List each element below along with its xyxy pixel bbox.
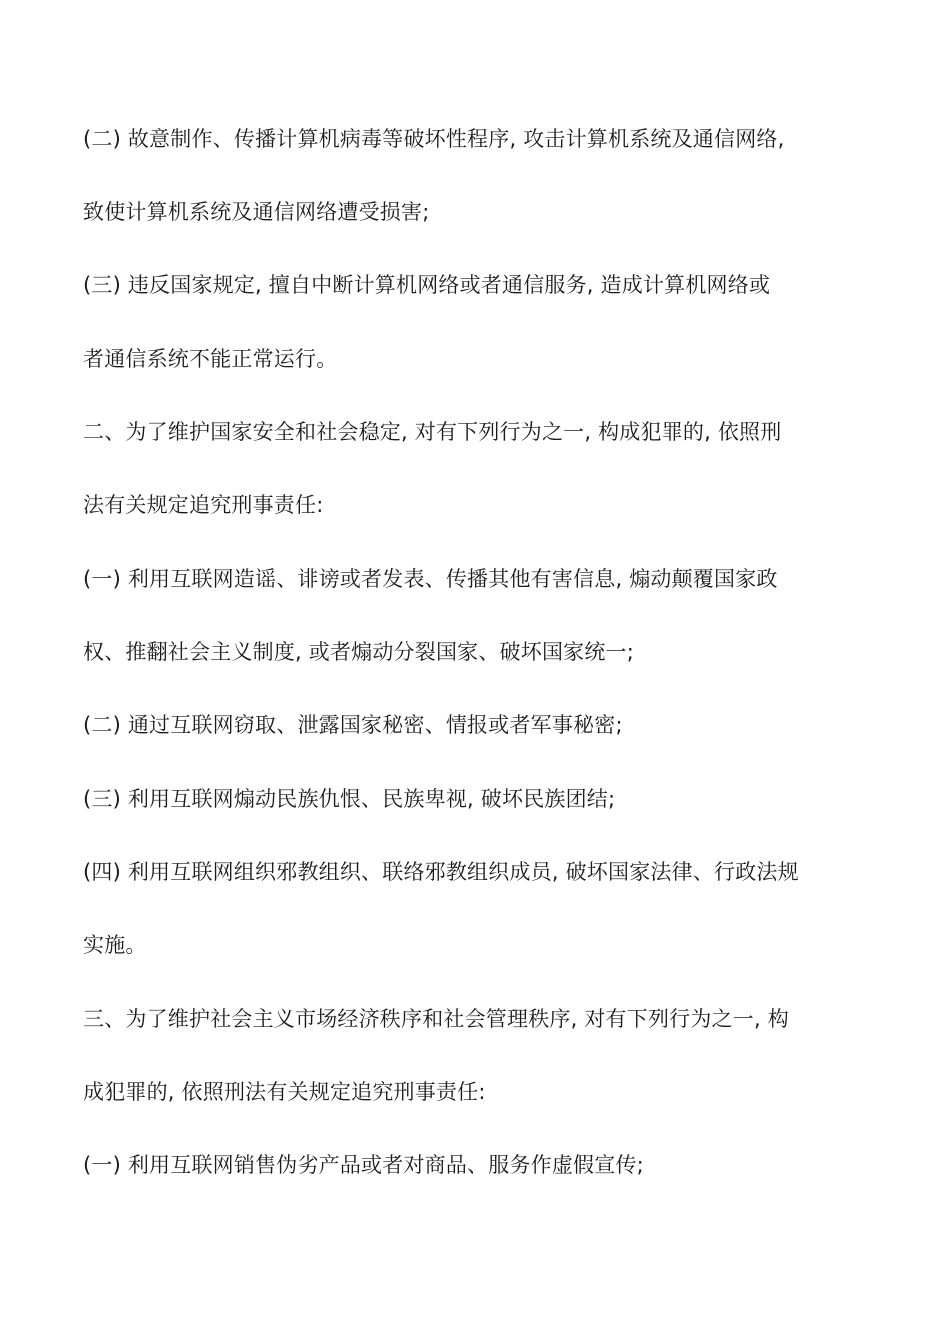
text-line: 法有关规定追究刑事责任: [83,493,324,517]
text-line: 成犯罪的, 依照刑法有关规定追究刑事责任: [83,1080,486,1104]
text-line: 权、推翻社会主义制度, 或者煽动分裂国家、破坏国家统一; [83,640,635,664]
text-line: 实施。 [83,933,147,957]
text-line: (一) 利用互联网销售伪劣产品或者对商品、服务作虚假宣传; [83,1153,644,1177]
text-line: (三) 违反国家规定, 擅自中断计算机网络或者通信服务, 造成计算机网络或 [83,273,771,297]
text-line: (二) 故意制作、传播计算机病毒等破坏性程序, 攻击计算机系统及通信网络, [83,127,785,151]
text-line: 二、为了维护国家安全和社会稳定, 对有下列行为之一, 构成犯罪的, 依照刑 [83,420,782,444]
text-line: 三、为了维护社会主义市场经济秩序和社会管理秩序, 对有下列行为之一, 构 [83,1007,789,1031]
text-line: (三) 利用互联网煽动民族仇恨、民族卑视, 破坏民族团结; [83,787,616,811]
text-line: 致使计算机系统及通信网络遭受损害; [83,200,430,224]
text-line: (一) 利用互联网造谣、诽谤或者发表、传播其他有害信息, 煽动颠覆国家政 [83,567,778,591]
text-line: (二) 通过互联网窃取、泄露国家秘密、情报或者军事秘密; [83,713,623,737]
text-line: 者通信系统不能正常运行。 [83,347,338,371]
text-line: (四) 利用互联网组织邪教组织、联络邪教组织成员, 破坏国家法律、行政法规 [83,860,799,884]
